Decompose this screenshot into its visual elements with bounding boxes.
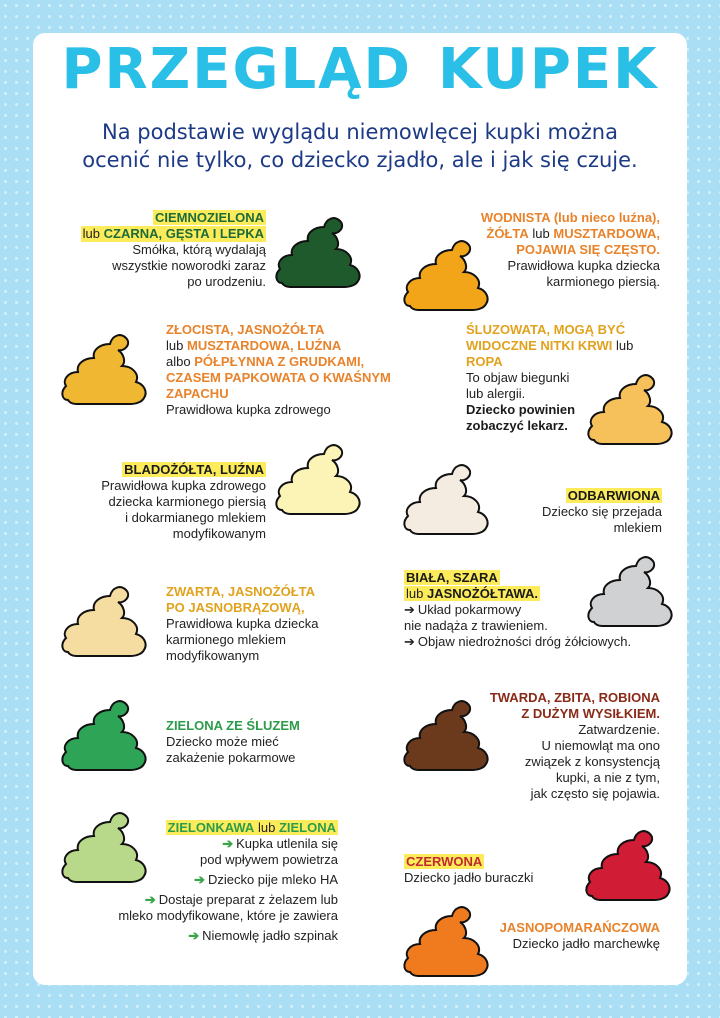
poo-orange-illustration [402, 894, 492, 980]
arrow-icon: ➔ [144, 892, 156, 907]
connector-word: lub [615, 338, 634, 353]
poo-dark-green-illustration [274, 205, 364, 291]
entry-heading: ODBARWIONA [567, 488, 660, 503]
entry-desc: U niemowląt ma ono [541, 738, 660, 753]
arrow-icon: ➔ [188, 928, 200, 943]
arrow-icon: ➔ [194, 872, 205, 887]
subtitle-line-1: Na podstawie wyglądu niemowlęcej kupki można [102, 120, 618, 144]
poo-red-illustration [584, 818, 674, 904]
entry-desc: zakażenie pokarmowe [166, 750, 296, 765]
entry-heading: WIDOCZNE NITKI KRWI [466, 338, 613, 353]
title-word-2: KUPEK [437, 37, 659, 102]
entry-desc: mlekiem [613, 520, 662, 535]
connector-word: lub [406, 586, 424, 601]
entry-desc: Dostaje preparat z żelazem lub [158, 892, 338, 907]
subtitle-line-2: ocenić nie tylko, co dziecko zjadło, ale i jak się czuje. [82, 148, 638, 172]
entry-heading: ZWARTA, JASNOŻÓŁTA [166, 584, 316, 599]
entry-desc: jak często się pojawia. [530, 786, 660, 801]
connector-word: lub [166, 338, 184, 353]
entry-heading: JASNOPOMARAŃCZOWA [499, 920, 660, 935]
entry-desc: To objaw biegunki [466, 370, 570, 385]
entry-heading: PÓŁPŁYNNA Z GRUDKAMI, [194, 354, 365, 369]
entry-heading: BIAŁA, SZARA [406, 570, 498, 585]
entry-desc: Prawidłowa kupka dziecka [166, 616, 319, 631]
entry-heading: PO JASNOBRĄZOWĄ, [166, 600, 305, 615]
entry-ciemnozielona [70, 210, 266, 290]
entry-zielona-sluz [166, 718, 366, 766]
entry-desc: Prawidłowa kupka zdrowego [101, 478, 266, 493]
entry-desc: karmionego piersią. [546, 274, 660, 289]
entry-desc: Kupka utlenila się [236, 836, 338, 851]
entry-odbarwiona [480, 488, 662, 536]
entry-desc: mleko modyfikowane, które je zawiera [118, 908, 338, 923]
entry-jasnopomaranczowa [480, 920, 660, 952]
entry-desc: Dziecko się przejada [542, 504, 662, 519]
entry-desc: Dziecko może mieć [166, 734, 279, 749]
entry-heading: Z DUŻYM WYSIŁKIEM. [521, 706, 660, 721]
entry-desc: Układ pokarmowy [417, 602, 522, 617]
poo-gray-illustration [586, 544, 676, 630]
entry-desc: Prawidłowa kupka dziecka [507, 258, 660, 273]
entry-desc: Dziecko pije mleko HA [207, 872, 338, 887]
entry-heading: ŚLUZOWATA, MOGĄ BYĆ [466, 322, 626, 337]
poo-discolored-illustration [402, 452, 492, 538]
entry-heading: POJAWIA SIĘ CZĘSTO. [516, 242, 660, 257]
connector-word: lub [532, 226, 550, 241]
entry-desc: lub alergii. [466, 386, 526, 401]
connector-word: lub [82, 226, 101, 241]
poo-mucus-illustration [586, 362, 676, 448]
entry-desc: Dziecko powinien [466, 402, 576, 417]
entry-heading: ZIELONA [278, 820, 336, 835]
entry-heading: TWARDA, ZBITA, ROBIONA [489, 690, 660, 705]
entry-desc: po urodzeniu. [187, 274, 266, 289]
entry-heading: ZAPACHU [166, 386, 229, 401]
entry-heading: CZASEM PAPKOWATA O KWAŚNYM [166, 370, 391, 385]
entry-desc: modyfikowanym [172, 526, 266, 541]
entry-twarda [470, 690, 660, 802]
entry-desc: Zatwardzenie. [578, 722, 660, 737]
entry-desc: wszystkie noworodki zaraz [112, 258, 266, 273]
entry-zlocista [166, 322, 406, 418]
entry-bladozolta [70, 462, 266, 542]
entry-wodnista [440, 210, 660, 290]
poo-green-mucus-illustration [60, 688, 150, 774]
arrow-icon: ➔ [222, 836, 234, 851]
entry-desc: nie nadąża z trawieniem. [404, 618, 548, 633]
entry-heading: MUSZTARDOWA, LUŹNA [186, 338, 342, 353]
entry-desc: Dziecko jadło buraczki [404, 870, 534, 885]
entry-desc: zobaczyć lekarz. [466, 418, 568, 433]
entry-heading: CZARNA, GĘSTA I LEPKA [103, 226, 264, 241]
entry-desc: karmionego mlekiem [166, 632, 286, 647]
arrow-icon: ➔ [404, 634, 415, 649]
entry-heading: ZŁOCISTA, JASNOŻÓŁTA [166, 322, 325, 337]
entry-desc: Objaw niedrożności dróg żółciowych. [417, 634, 632, 649]
poo-golden-illustration [60, 322, 150, 408]
entry-heading: BLADOŻÓŁTA, LUŹNA [124, 462, 264, 477]
entry-heading: ZIELONA ZE ŚLUZEM [166, 718, 300, 733]
page-title [0, 37, 720, 102]
entry-desc: dziecka karmionego piersią [108, 494, 266, 509]
entry-desc: i dokarmianego mlekiem [125, 510, 266, 525]
entry-heading: CZERWONA [406, 854, 483, 869]
entry-desc: kupki, a nie z tym, [555, 770, 660, 785]
entry-desc: Niemowlę jadło szpinak [202, 928, 338, 943]
entry-desc: Smółka, którą wydalają [132, 242, 266, 257]
arrow-icon: ➔ [404, 602, 415, 617]
entry-desc: modyfikowanym [166, 648, 260, 663]
poo-pale-yellow-illustration [274, 432, 364, 518]
connector-word: albo [166, 354, 191, 369]
entry-desc: Prawidłowa kupka zdrowego [166, 402, 331, 417]
entry-zwarta [166, 584, 366, 664]
entry-desc: Dziecko jadło marchewkę [512, 936, 660, 951]
entry-heading: CIEMNOZIELONA [154, 210, 264, 225]
title-word-1: PRZEGLĄD [61, 37, 412, 102]
entry-heading: ROPA [466, 354, 503, 369]
entry-desc: pod wpływem powietrza [199, 852, 338, 867]
entry-czerwona [404, 854, 584, 886]
entry-desc: związek z konsystencją [524, 754, 660, 769]
entry-heading: JASNOŻÓŁTAWA. [426, 586, 538, 601]
entry-zielonkawa [80, 820, 338, 944]
connector-word: lub [257, 820, 276, 835]
subtitle [0, 118, 720, 174]
entry-heading: ZIELONKAWA [167, 820, 255, 835]
entry-heading: ŻÓŁTA [486, 226, 529, 241]
poo-light-brown-illustration [60, 574, 150, 660]
entry-heading: MUSZTARDOWA, [553, 226, 660, 241]
entry-heading: WODNISTA (lub nieco luźna), [480, 210, 660, 225]
